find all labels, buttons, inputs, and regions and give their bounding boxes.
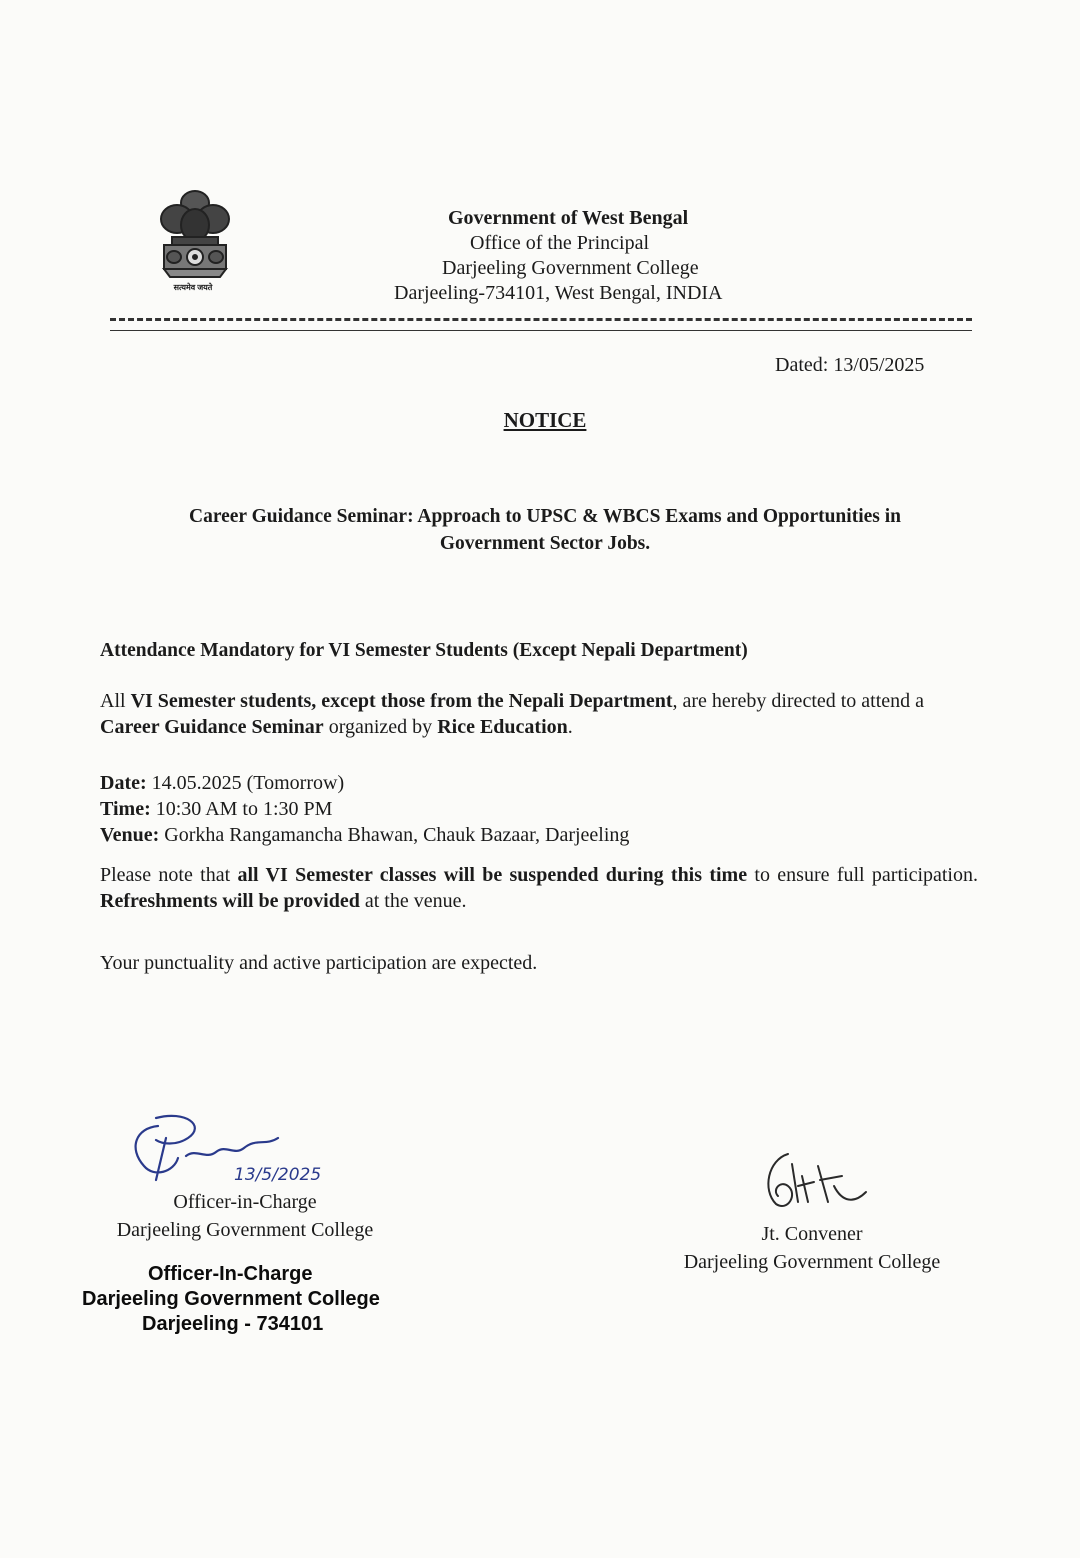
officer-signature [126, 1108, 346, 1188]
note-bold-suspended: all VI Semester classes will be suspended during this time [237, 864, 748, 886]
signatory-left [90, 1188, 400, 1244]
detail-venue-value: Gorkha Rangamancha Bhawan, Chauk Bazaar, Darjeeling [159, 824, 630, 846]
officer-title: Officer-in-Charge [173, 1191, 317, 1213]
dated-label: Dated: [775, 354, 829, 376]
signature-date: 13/5/2025 [234, 1165, 322, 1185]
emblem-caption: सत्यमेव जयते [173, 283, 213, 292]
directive-text-3: organized by [323, 716, 438, 738]
directive-text-2: , are hereby directed to attend a [672, 690, 925, 712]
convener-title: Jt. Convener [761, 1223, 863, 1245]
letterhead-college: Darjeeling Government College [442, 257, 699, 279]
national-emblem-icon [150, 185, 240, 295]
notice-subject [155, 503, 935, 557]
stamp-line-3: Darjeeling - 734101 [142, 1313, 324, 1335]
directive-text: All [100, 690, 131, 712]
note-text-2: to ensure full participation. [747, 864, 978, 886]
dated-value: 13/05/2025 [833, 354, 925, 376]
notice-date [775, 354, 924, 377]
note-text: Please note that [100, 864, 238, 886]
signatory-right [662, 1220, 962, 1276]
convener-signature [758, 1146, 878, 1214]
detail-venue [100, 822, 980, 848]
directive-bold-organizer: Rice Education [437, 716, 568, 738]
detail-time-label: Time: [100, 798, 151, 820]
letterhead [390, 206, 810, 306]
officer-org: Darjeeling Government College [116, 1219, 374, 1241]
subject-line-2: Government Sector Jobs. [439, 533, 651, 554]
detail-date-value: 14.05.2025 (Tomorrow) [146, 772, 345, 794]
attendance-heading: Attendance Mandatory for VI Semester Students (Except Nepali Department) [100, 640, 748, 661]
closing-line: Your punctuality and active participation are expected. [100, 952, 538, 974]
letterhead-government: Government of West Bengal [448, 207, 689, 229]
detail-time [100, 796, 980, 822]
directive-text-4: . [567, 716, 573, 738]
subject-line-1: Career Guidance Seminar: Approach to UPSC & WBCS Exams and Opportunities in [188, 506, 901, 527]
official-stamp [82, 1262, 412, 1337]
note-text-3: at the venue. [359, 890, 467, 912]
directive-bold-students: VI Semester students, except those from the Nepali Department [130, 690, 673, 712]
detail-date [100, 770, 980, 796]
detail-venue-label: Venue: [100, 824, 160, 846]
detail-date-label: Date: [100, 772, 147, 794]
seminar-details [100, 770, 980, 848]
classes-note [100, 862, 978, 914]
directive-bold-seminar: Career Guidance Seminar [100, 716, 324, 738]
note-bold-refreshments: Refreshments will be provided [100, 890, 360, 912]
notice-title: NOTICE [503, 408, 587, 432]
header-divider-solid [110, 330, 972, 331]
header-divider-dashed [110, 318, 972, 321]
stamp-line-2: Darjeeling Government College [82, 1288, 380, 1310]
directive-paragraph [100, 688, 975, 740]
stamp-line-1: Officer-In-Charge [148, 1263, 313, 1285]
convener-org: Darjeeling Government College [683, 1251, 941, 1273]
letterhead-address: Darjeeling-734101, West Bengal, INDIA [394, 282, 723, 304]
detail-time-value: 10:30 AM to 1:30 PM [150, 798, 333, 820]
letterhead-office: Office of the Principal [470, 232, 650, 254]
